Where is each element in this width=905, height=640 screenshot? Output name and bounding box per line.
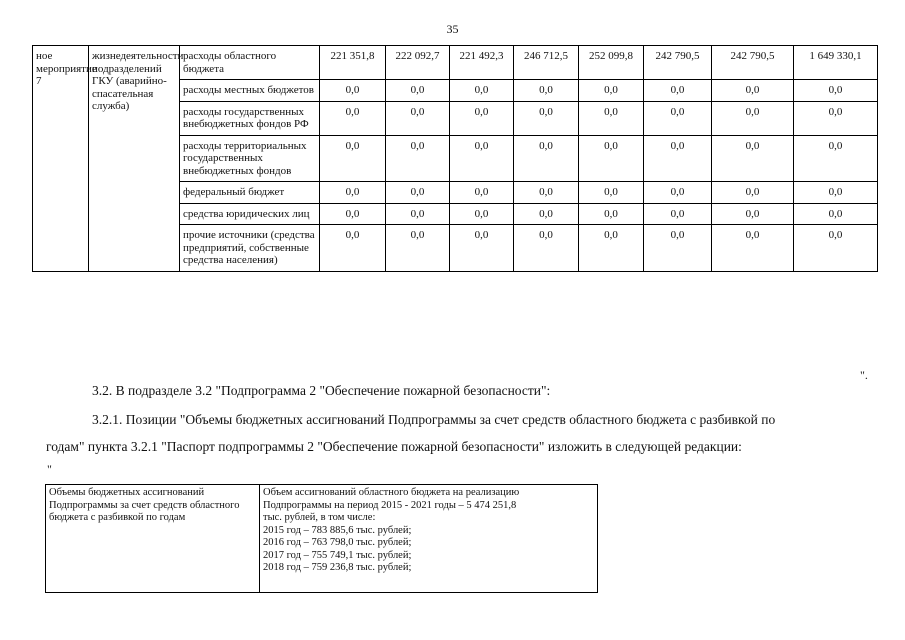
amount-cell: 0,0 [579, 182, 644, 204]
passport-table [45, 484, 598, 593]
funding-source-cell: расходы территориальных государственных внебюджетных фондов [180, 135, 320, 182]
amount-cell: 0,0 [794, 225, 878, 272]
budget-table [32, 45, 878, 272]
amount-cell: 0,0 [644, 203, 712, 225]
amount-cell: 0,0 [644, 101, 712, 135]
amount-cell: 0,0 [386, 135, 450, 182]
amount-cell: 1 649 330,1 [794, 46, 878, 80]
amount-cell: 0,0 [514, 80, 579, 102]
amount-cell: 0,0 [514, 182, 579, 204]
amount-cell: 242 790,5 [644, 46, 712, 80]
amount-cell: 0,0 [712, 80, 794, 102]
amount-cell: 0,0 [320, 182, 386, 204]
amount-cell: 0,0 [794, 101, 878, 135]
amount-cell: 0,0 [514, 135, 579, 182]
amount-cell: 0,0 [794, 203, 878, 225]
amount-cell: 0,0 [514, 225, 579, 272]
amount-cell: 0,0 [450, 203, 514, 225]
passport-row [46, 485, 598, 593]
opening-quote: " [47, 462, 52, 476]
paragraph-3-2: 3.2. В подразделе 3.2 "Подпрограмма 2 "Обеспечение пожарной безопасности": [92, 383, 551, 398]
funding-source-cell: федеральный бюджет [180, 182, 320, 204]
amount-cell: 0,0 [514, 101, 579, 135]
executor-cell: жизнедеятельности подразделений ГКУ (аварийно-спасательная служба) [89, 46, 180, 272]
amount-cell: 0,0 [712, 203, 794, 225]
passport-line: Подпрограммы на период 2015 - 2021 годы – 5 474 251,8 [263, 499, 517, 511]
amount-cell: 0,0 [320, 135, 386, 182]
amount-cell: 0,0 [386, 101, 450, 135]
paragraph-3-2-1-continued: годам" пункта 3.2.1 "Паспорт подпрограммы 2 "Обеспечение пожарной безопасности" изложить в следующей редакции: [46, 439, 742, 454]
amount-cell: 0,0 [644, 225, 712, 272]
amount-cell: 0,0 [450, 80, 514, 102]
passport-line: 2016 год – 763 798,0 тыс. рублей; [263, 537, 412, 548]
amount-cell: 0,0 [794, 182, 878, 204]
funding-source-cell: средства юридических лиц [180, 203, 320, 225]
funding-source-cell: расходы местных бюджетов [180, 80, 320, 102]
passport-value-cell [260, 485, 598, 593]
amount-cell: 0,0 [579, 101, 644, 135]
amount-cell: 0,0 [320, 80, 386, 102]
passport-line: 2017 год – 755 749,1 тыс. рублей; [263, 549, 412, 561]
amount-cell: 0,0 [794, 135, 878, 182]
amount-cell: 221 492,3 [450, 46, 514, 80]
amount-cell: 0,0 [450, 101, 514, 135]
passport-line: 2015 год – 783 885,6 тыс. рублей; [263, 524, 412, 536]
amount-cell: 242 790,5 [712, 46, 794, 80]
amount-cell: 0,0 [579, 80, 644, 102]
funding-source-cell: расходы областного бюджета [180, 46, 320, 80]
amount-cell: 252 099,8 [579, 46, 644, 80]
amount-cell: 0,0 [712, 135, 794, 182]
amount-cell: 0,0 [320, 225, 386, 272]
closing-quote: ". [860, 368, 868, 382]
passport-label-cell: Объемы бюджетных ассигнований Подпрограммы за счет средств областного бюджета с разбивкой по годам [46, 485, 260, 593]
amount-cell: 0,0 [386, 225, 450, 272]
amount-cell: 221 351,8 [320, 46, 386, 80]
funding-source-cell: прочие источники (средства предприятий, собственные средства населения) [180, 225, 320, 272]
amount-cell: 0,0 [450, 225, 514, 272]
amount-cell: 0,0 [794, 80, 878, 102]
amount-cell: 222 092,7 [386, 46, 450, 80]
amount-cell: 0,0 [712, 182, 794, 204]
amount-cell: 0,0 [579, 225, 644, 272]
amount-cell: 0,0 [712, 101, 794, 135]
amount-cell: 0,0 [644, 135, 712, 182]
amount-cell: 0,0 [320, 101, 386, 135]
amount-cell: 246 712,5 [514, 46, 579, 80]
amount-cell: 0,0 [386, 203, 450, 225]
amount-cell: 0,0 [514, 203, 579, 225]
passport-line: Объем ассигнований областного бюджета на реализацию [263, 487, 520, 498]
amount-cell: 0,0 [386, 80, 450, 102]
table-row [33, 46, 878, 80]
amount-cell: 0,0 [712, 225, 794, 272]
amount-cell: 0,0 [579, 135, 644, 182]
paragraph-3-2-1: 3.2.1. Позиции "Объемы бюджетных ассигнований Подпрограммы за счет средств областного бюджета с разбивкой по [92, 412, 776, 427]
page-number: 35 [446, 22, 459, 36]
amount-cell: 0,0 [579, 203, 644, 225]
amount-cell: 0,0 [450, 135, 514, 182]
funding-source-cell: расходы государственных внебюджетных фондов РФ [180, 101, 320, 135]
amount-cell: 0,0 [644, 182, 712, 204]
passport-line: тыс. рублей, в том числе: [263, 512, 376, 523]
passport-line: 2018 год – 759 236,8 тыс. рублей; [263, 562, 412, 573]
amount-cell: 0,0 [644, 80, 712, 102]
amount-cell: 0,0 [386, 182, 450, 204]
measure-name-cell: ное мероприятие 7 [33, 46, 89, 272]
amount-cell: 0,0 [320, 203, 386, 225]
amount-cell: 0,0 [450, 182, 514, 204]
